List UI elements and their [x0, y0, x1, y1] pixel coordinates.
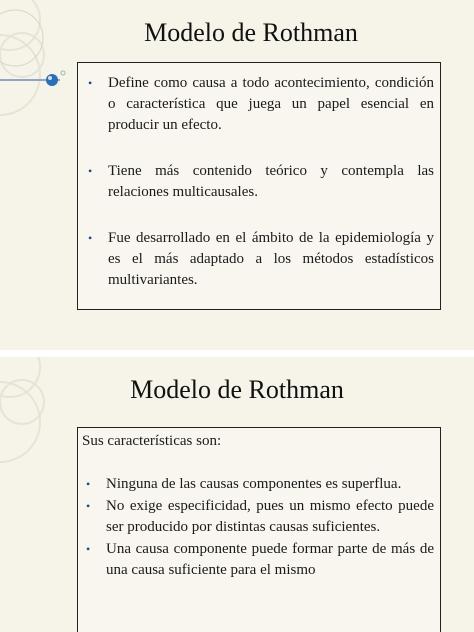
bullet-list	[82, 474, 434, 581]
content-box	[77, 427, 441, 632]
intro-text: Sus características son:	[82, 433, 222, 449]
bullet-dot-icon: •	[88, 231, 93, 245]
blue-orb-icon	[46, 74, 58, 86]
list-item-text: Tiene más contenido teórico y contempla las relaciones multicausales.	[108, 163, 434, 200]
list-item-text: Fue desarrollado en el ámbito de la epidemiología y es el más adaptado a los métodos estadísticos multivariantes.	[108, 230, 434, 288]
content-box	[77, 62, 441, 310]
list-item-text: Define como causa a todo acontecimiento, condición o característica que juega un papel esencial en producir un efecto.	[108, 75, 434, 133]
bullet-dot-icon: •	[86, 542, 91, 556]
list-item	[82, 474, 434, 495]
list-item-text: Ninguna de las causas componentes es superflua.	[106, 476, 402, 492]
bullet-list	[84, 73, 434, 291]
list-item	[84, 161, 434, 203]
list-item	[84, 73, 434, 136]
page-title: Modelo de Rothman	[130, 375, 344, 404]
page-title: Modelo de Rothman	[144, 18, 358, 47]
bullet-dot-icon: •	[86, 499, 91, 513]
bullet-dot-icon: •	[88, 76, 93, 90]
list-item-text: No exige especificidad, pues un mismo efecto puede ser producido por distintas causas suficientes.	[106, 498, 434, 535]
list-item	[82, 539, 434, 581]
bullet-dot-icon: •	[88, 164, 93, 178]
slide-2	[0, 357, 474, 632]
list-item	[84, 228, 434, 291]
bullet-dot-icon: •	[86, 477, 91, 491]
list-item-text: Una causa componente puede formar parte de más de una causa suficiente para el mismo	[106, 541, 434, 578]
list-item	[82, 496, 434, 538]
